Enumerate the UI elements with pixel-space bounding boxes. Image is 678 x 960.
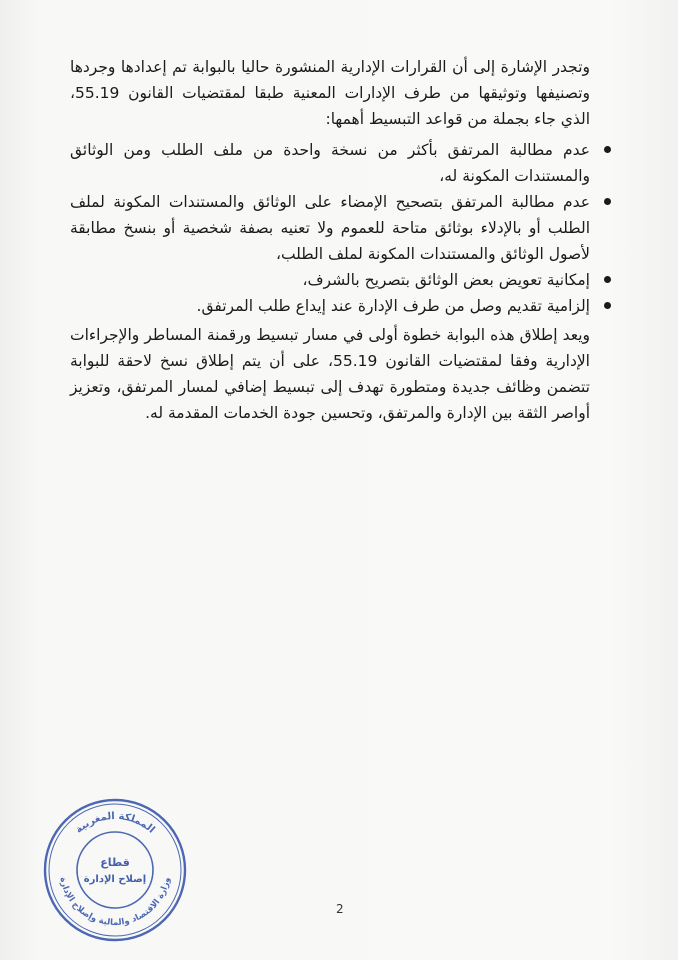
list-item: عدم مطالبة المرتفق بتصحيح الإمضاء على الوثائق والمستندات المكونة لملف الطلب أو بالإدلاء بوثائق متاحة للعموم ولا تعنيه بصفة شخصية أو بنسخ مطابقة لأصول الوثائق والمستندات المكونة لملف الطلب، [70,189,590,267]
list-item: إلزامية تقديم وصل من طرف الإدارة عند إيداع طلب المرتفق. [70,293,590,319]
paragraph-conclusion: ويعد إطلاق هذه البوابة خطوة أولى في مسار تبسيط ورقمنة المساطر والإجراءات الإدارية وفقا لمقتضيات القانون 55.19، على أن يتم إطلاق نسخ لاحقة للبوابة تتضمن وظائف جديدة ومتطورة تهدف إلى تبسيط إضافي لمسار المرتفق، وتعزيز أواصر الثقة بين الإدارة والمرتفق، وتحسين جودة الخدمات المقدمة له. [70,326,590,422]
page-number: 2 [336,902,344,916]
list-item: عدم مطالبة المرتفق بأكثر من نسخة واحدة من ملف الطلب ومن الوثائق والمستندات المكونة له، [70,137,590,189]
simplification-rules-list [70,137,616,319]
paragraph-intro: وتجدر الإشارة إلى أن القرارات الإدارية المنشورة حاليا بالبوابة تم إعدادها وجردها وتصنيفها وتوثيقها من طرف الإدارات المعنية طبقا لمقتضيات القانون 55.19، الذي جاء بجملة من قواعد التبسيط أهمها: [70,58,590,128]
stamp-bottom-text: وزارة الاقتصاد والمالية وإصلاح الإدارة [57,876,173,929]
list-item: إمكانية تعويض بعض الوثائق بتصريح بالشرف، [70,267,590,293]
stamp-center-line-1: قطاع [100,856,130,869]
ministry-stamp [40,796,190,944]
stamp-center-line-2: إصلاح الإدارة [83,874,147,885]
stamp-top-text: المملكة المغربية [73,810,157,836]
